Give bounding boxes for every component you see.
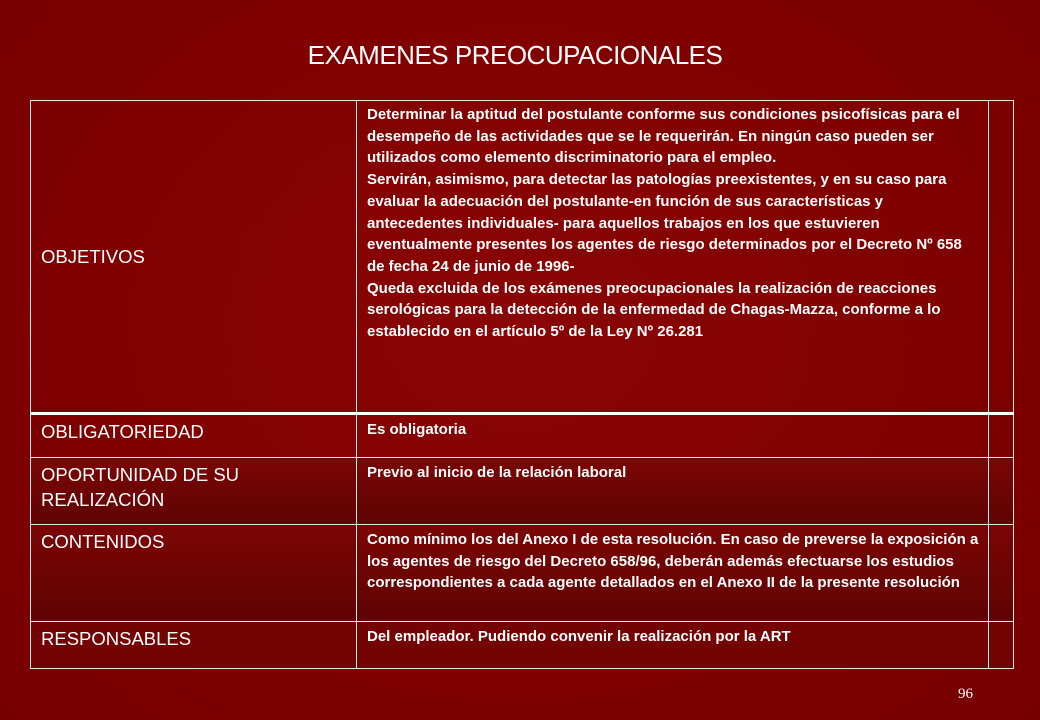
page-title: EXAMENES PREOCUPACIONALES <box>307 40 723 70</box>
empty-cell <box>989 525 1014 622</box>
row-value <box>357 101 989 414</box>
page-number: 96 <box>958 686 973 702</box>
row-value: Del empleador. Pudiendo convenir la realización por la ART <box>357 622 989 669</box>
row-label: OBLIGATORIEDAD <box>31 414 357 458</box>
empty-cell <box>989 101 1014 414</box>
table-row-oportunidad <box>31 458 1014 525</box>
row-value: Como mínimo los del Anexo I de esta resolución. En caso de preverse la exposición a los agentes de riesgo del Decreto 658/96, deberán además efectuarse los estudios correspondientes a cada agente detallados en el Anexo II de la presente resolución <box>357 525 989 622</box>
row-value: Previo al inicio de la relación laboral <box>357 458 989 525</box>
row-label: CONTENIDOS <box>31 525 357 622</box>
empty-cell <box>989 414 1014 458</box>
table-row-obligatoriedad <box>31 414 1014 458</box>
table-row-responsables <box>31 622 1014 669</box>
empty-cell <box>989 622 1014 669</box>
row-label: RESPONSABLES <box>31 622 357 669</box>
row-label: OPORTUNIDAD DE SU REALIZACIÓN <box>31 458 357 525</box>
row-label: OBJETIVOS <box>31 101 357 414</box>
table-row-objetivos <box>31 101 1014 414</box>
row-value: Es obligatoria <box>357 414 989 458</box>
row-value-text: Determinar la aptitud del postulante conforme sus condiciones psicofísicas para el desempeño de las actividades que se le requerirán. En ningún caso pueden ser utilizados como elemento discriminatorio para el empleo. Servirán, asimismo, para detectar las patologías preexistentes, y en su caso para evaluar la adecuación del postulante-en función de sus características y antecedentes individuales- para aquellos trabajos en los que estuvieren eventualmente presentes los agentes de riesgo determinados por el Decreto Nº 658 de fecha 24 de junio de 1996- Queda excluida de los exámenes preocupacionales la realización de reacciones serológicas para la detección de la enfermedad de Chagas-Mazza, conforme a lo establecido en el artículo 5º de la Ley Nº 26.281 <box>367 106 962 341</box>
table-row-contenidos <box>31 525 1014 622</box>
exams-table <box>30 100 1014 669</box>
empty-cell <box>989 458 1014 525</box>
